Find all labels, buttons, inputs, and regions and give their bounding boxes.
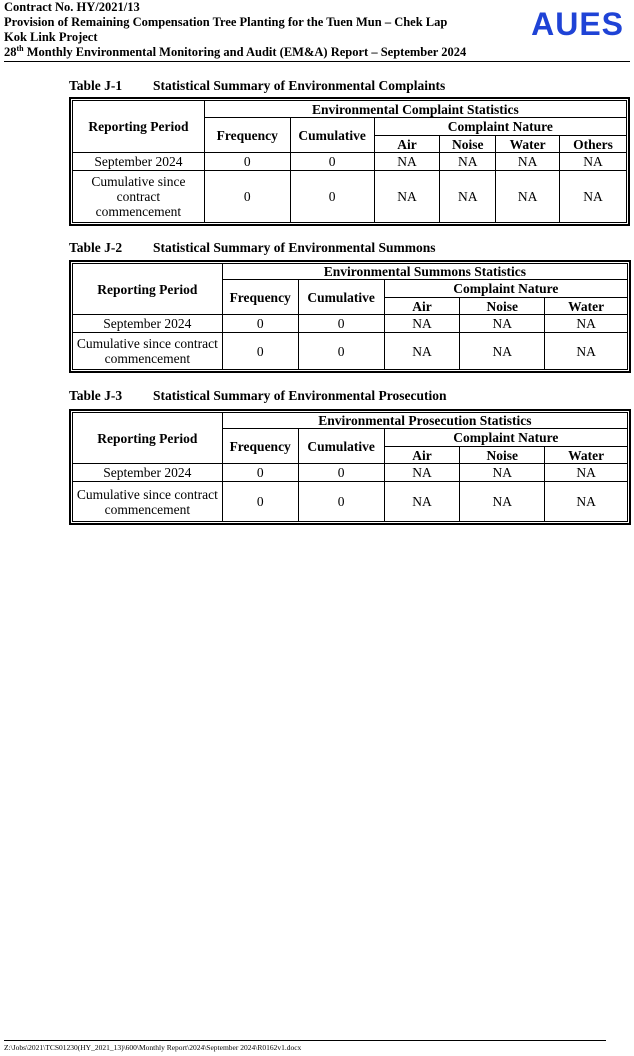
cell-noise: NA bbox=[460, 482, 545, 522]
table-number: Table J-2 bbox=[69, 240, 123, 255]
table-row bbox=[73, 315, 628, 333]
header-complaint-nature: Complaint Nature bbox=[384, 429, 627, 447]
header-group: Environmental Complaint Statistics bbox=[204, 101, 626, 118]
cell-cumulative: 0 bbox=[298, 315, 384, 333]
cell-air: NA bbox=[384, 482, 460, 522]
header-reporting-period: Reporting Period bbox=[73, 413, 223, 464]
header-group: Environmental Summons Statistics bbox=[222, 264, 627, 280]
header-air: Air bbox=[384, 447, 460, 464]
header-complaint-nature: Complaint Nature bbox=[384, 280, 627, 298]
header-noise: Noise bbox=[460, 298, 545, 315]
page-header bbox=[4, 0, 630, 62]
cell-others: NA bbox=[560, 171, 627, 223]
summons-table bbox=[72, 263, 628, 370]
project-title-line1: Provision of Remaining Compensation Tree Planting for the Tuen Mun – Chek Lap bbox=[4, 15, 448, 29]
cell-frequency: 0 bbox=[222, 464, 298, 482]
contract-number: Contract No. HY/2021/13 bbox=[4, 0, 140, 14]
report-title: 28th Monthly Environmental Monitoring and Audit (EM&A) Report – September 2024 bbox=[4, 43, 467, 59]
header-reporting-period: Reporting Period bbox=[73, 101, 205, 153]
cell-period: September 2024 bbox=[73, 315, 223, 333]
cell-water: NA bbox=[545, 333, 628, 370]
table-row bbox=[73, 333, 628, 370]
cell-noise: NA bbox=[440, 153, 496, 171]
cell-period: September 2024 bbox=[73, 153, 205, 171]
cell-cumulative: 0 bbox=[298, 333, 384, 370]
header-cumulative: Cumulative bbox=[290, 118, 374, 153]
cell-frequency: 0 bbox=[222, 315, 298, 333]
table-title: Statistical Summary of Environmental Complaints bbox=[153, 78, 446, 93]
table-caption bbox=[69, 240, 436, 256]
cell-others: NA bbox=[560, 153, 627, 171]
project-title-line2: Kok Link Project bbox=[4, 30, 98, 44]
table-row bbox=[73, 464, 628, 482]
cell-cumulative: 0 bbox=[298, 464, 384, 482]
table-caption bbox=[69, 78, 445, 94]
cell-period: Cumulative since contract commencement bbox=[73, 333, 223, 370]
cell-period: Cumulative since contract commencement bbox=[73, 482, 223, 522]
cell-frequency: 0 bbox=[204, 171, 290, 223]
cell-frequency: 0 bbox=[222, 482, 298, 522]
header-air: Air bbox=[384, 298, 460, 315]
cell-water: NA bbox=[545, 315, 628, 333]
table-caption bbox=[69, 388, 447, 404]
header-frequency: Frequency bbox=[222, 280, 298, 315]
header-water: Water bbox=[545, 447, 628, 464]
cell-cumulative: 0 bbox=[290, 153, 374, 171]
header-cumulative: Cumulative bbox=[298, 429, 384, 464]
table-row bbox=[73, 482, 628, 522]
cell-period: Cumulative since contract commencement bbox=[73, 171, 205, 223]
cell-period: September 2024 bbox=[73, 464, 223, 482]
header-text bbox=[4, 0, 466, 60]
table-title: Statistical Summary of Environmental Prosecution bbox=[153, 388, 447, 403]
header-complaint-nature: Complaint Nature bbox=[374, 118, 626, 136]
table-row bbox=[73, 153, 627, 171]
footer-rule bbox=[4, 1040, 606, 1041]
prosecution-table bbox=[72, 412, 628, 522]
cell-water: NA bbox=[545, 482, 628, 522]
footer-file-path: Z:\Jobs\2021\TCS01230(HY_2021_13)\600\Monthly Report\2024\September 2024\R0162v1.docx bbox=[4, 1043, 302, 1052]
header-reporting-period: Reporting Period bbox=[73, 264, 223, 315]
header-noise: Noise bbox=[460, 447, 545, 464]
cell-cumulative: 0 bbox=[298, 482, 384, 522]
header-group: Environmental Prosecution Statistics bbox=[222, 413, 627, 429]
complaints-table bbox=[72, 100, 627, 223]
header-frequency: Frequency bbox=[222, 429, 298, 464]
header-frequency: Frequency bbox=[204, 118, 290, 153]
cell-air: NA bbox=[374, 153, 440, 171]
cell-water: NA bbox=[496, 153, 560, 171]
cell-noise: NA bbox=[460, 464, 545, 482]
header-cumulative: Cumulative bbox=[298, 280, 384, 315]
header-noise: Noise bbox=[440, 136, 496, 153]
header-air: Air bbox=[374, 136, 440, 153]
aues-logo: AUES bbox=[531, 6, 624, 42]
cell-frequency: 0 bbox=[222, 333, 298, 370]
cell-water: NA bbox=[496, 171, 560, 223]
header-water: Water bbox=[496, 136, 560, 153]
cell-air: NA bbox=[384, 464, 460, 482]
cell-air: NA bbox=[384, 333, 460, 370]
cell-noise: NA bbox=[460, 333, 545, 370]
cell-noise: NA bbox=[460, 315, 545, 333]
table-number: Table J-1 bbox=[69, 78, 123, 93]
header-water: Water bbox=[545, 298, 628, 315]
cell-cumulative: 0 bbox=[290, 171, 374, 223]
cell-water: NA bbox=[545, 464, 628, 482]
table-title: Statistical Summary of Environmental Summons bbox=[153, 240, 436, 255]
cell-frequency: 0 bbox=[204, 153, 290, 171]
header-others: Others bbox=[560, 136, 627, 153]
table-number: Table J-3 bbox=[69, 388, 123, 403]
cell-air: NA bbox=[374, 171, 440, 223]
cell-air: NA bbox=[384, 315, 460, 333]
table-row bbox=[73, 171, 627, 223]
cell-noise: NA bbox=[440, 171, 496, 223]
